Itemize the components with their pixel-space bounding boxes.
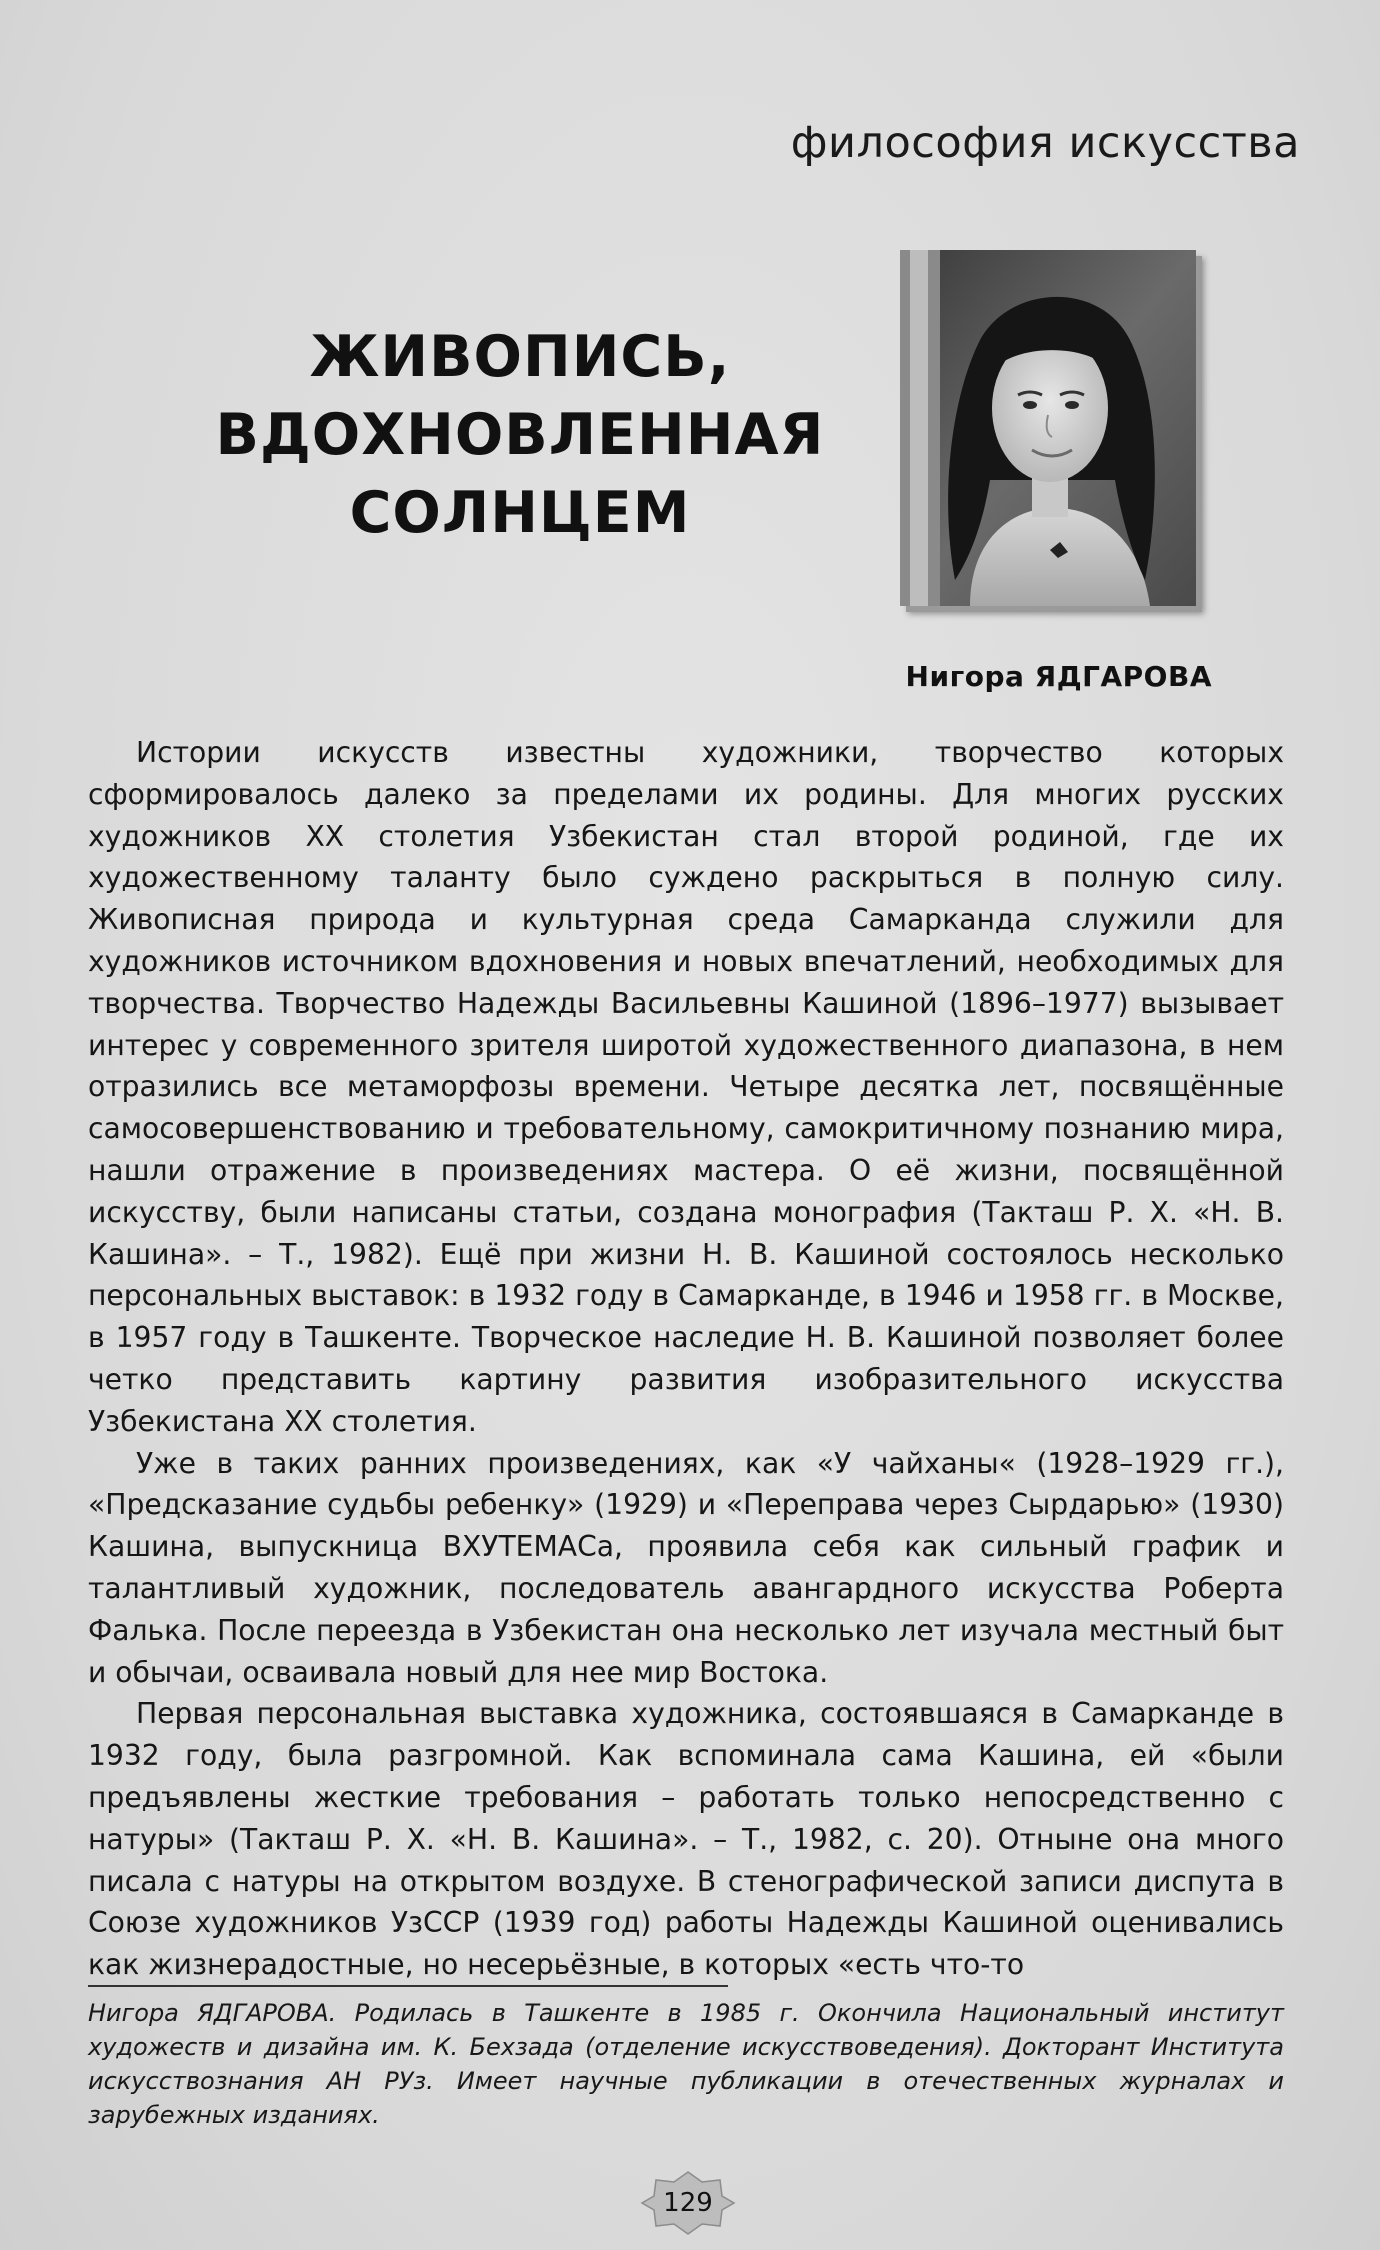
author-name: Нигора ЯДГАРОВА [905, 660, 1212, 693]
author-bio-footnote: Нигора ЯДГАРОВА. Родилась в Ташкенте в 1985 г. Окончила Национальный институт художеств и дизайна им. К. Бехзада (отделение искусствоведения). Докторант Института искусствознания АН РУз. Имеет научные публикации в отечественных журналах и зарубежных изданиях. [88, 1999, 1284, 2129]
page-number: 129 [663, 2188, 713, 2218]
author-portrait-image [900, 250, 1196, 606]
section-title: философия искусства [790, 118, 1300, 168]
author-portrait-photo [900, 250, 1196, 606]
footnote-divider [88, 1985, 728, 1987]
paragraph-3: Первая персональная выставка художника, состоявшаяся в Самарканде в 1932 году, была разгромной. Как вспоминала сама Кашина, ей «были предъявлены жесткие требования – работать только непосредственно с натуры» (Такташ Р. Х. «Н. В. Кашина». – Т., 1982, с. 20). Отныне она много писала с натуры на открытом воздухе. В стенографической записи диспута в Союзе художников УзССР (1939 год) работы Надежды Кашиной оценивались как жизнерадостные, но несерьёзные, в которых «есть что-то [88, 1697, 1284, 1982]
paragraph-1: Истории искусств известны художники, творчество которых сформировалось далеко за пределами их родины. Для многих русских художников XX столетия Узбекистан стал второй родиной, где их художественному таланту было суждено раскрыться в полную силу. Живописная природа и культурная среда Самарканда служили для художников источником вдохновения и новых впечатлений, необходимых для творчества. Творчество Надежды Васильевны Кашиной (1896–1977) вызывает интерес у современного зрителя широтой художественного диапазона, в нем отразились все метаморфозы времени. Четыре десятка лет, посвящённые самосовершенствованию и требовательному, самокритичному познанию мира, нашли отражение в произведениях мастера. О её жизни, посвящённой искусству, были написаны статьи, создана монография (Такташ Р. Х. «Н. В. Кашина». – Т., 1982). Ещё при жизни Н. В. Кашиной состоялось несколько персональных выставок: в 1932 году в Самарканде, в 1946 и 1958 гг. в Москве, в 1957 году в Ташкенте. Творческое наследие Н. В. Кашиной позволяет более четко представить картину развития изобразительного искусства Узбекистана XX столетия. [88, 736, 1284, 1438]
page-number-badge [640, 2170, 736, 2236]
article-title-line-1: ЖИВОПИСЬ, [309, 324, 731, 390]
article-title-line-2: ВДОХНОВЛЕННАЯ [215, 402, 825, 468]
paragraph-2: Уже в таких ранних произведениях, как «У чайханы« (1928–1929 гг.), «Предсказание судьбы ребенку» (1929) и «Переправа через Сырдарью» (1930) Кашина, выпускница ВХУТЕМАСа, проявила себя как сильный график и талантливый художник, последователь авангардного искусства Роберта Фалька. После переезда в Узбекистан она несколько лет изучала местный быт и обычаи, осваивала новый для нее мир Востока. [88, 1446, 1284, 1689]
article-title-line-3: СОЛНЦЕМ [349, 480, 691, 546]
article-title [160, 318, 880, 552]
article-body [88, 732, 1284, 1986]
